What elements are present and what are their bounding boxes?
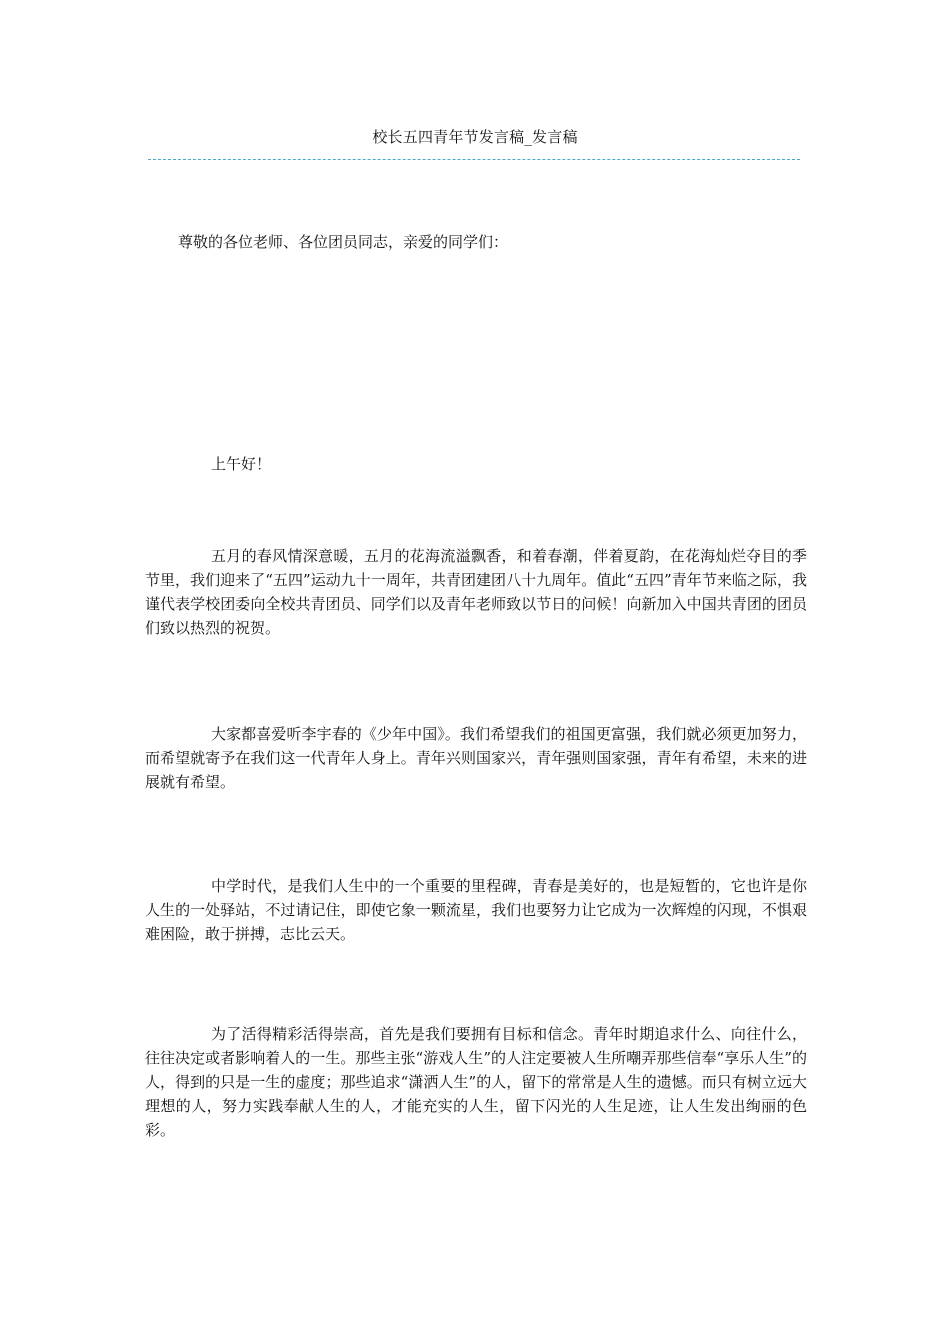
paragraph-2: 大家都喜爱听李宇春的《少年中国》。我们希望我们的祖国更富强，我们就必须更加努力，而希望就寄予在我们这一代青年人身上。青年兴则国家兴，青年强则国家强，青年有希望，未来的进展就有希望。 bbox=[145, 725, 807, 791]
paragraph-1: 五月的春风情深意暖，五月的花海流溢飘香，和着春潮，伴着夏韵，在花海灿烂夺目的季节里，我们迎来了“五四”运动九十一周年，共青团建团八十九周年。值此“五四”青年节来临之际，我谨代表学校团委向全校共青团员、同学们以及青年老师致以节日的问候！向新加入中国共青团的团员们致以热烈的祝贺。 bbox=[145, 547, 807, 637]
paragraph-3: 中学时代，是我们人生中的一个重要的里程碑，青春是美好的，也是短暂的，它也许是你人生的一处驿站，不过请记住，即使它象一颗流星，我们也要努力让它成为一次辉煌的闪现，不惧艰难困险，敢于拼搏，志比云天。 bbox=[145, 877, 807, 943]
salutation: 尊敬的各位老师、各位团员同志，亲爱的同学们： bbox=[178, 233, 509, 251]
paragraph-4: 为了活得精彩活得崇高，首先是我们要拥有目标和信念。青年时期追求什么、向往什么，往往决定或者影响着人的一生。那些主张“游戏人生”的人注定要被人生所嘲弄那些信奉“享乐人生”的人，得到的只是一生的虚度；那些追求“潇洒人生”的人，留下的常常是人生的遗憾。而只有树立远大理想的人，努力实践奉献人生的人，才能充实的人生，留下闪光的人生足迹，让人生发出绚丽的色彩。 bbox=[145, 1025, 807, 1139]
document-title: 校长五四青年节发言稿_发言稿 bbox=[372, 128, 578, 146]
greeting-line: 上午好！ bbox=[211, 455, 272, 473]
title-divider bbox=[148, 159, 800, 160]
